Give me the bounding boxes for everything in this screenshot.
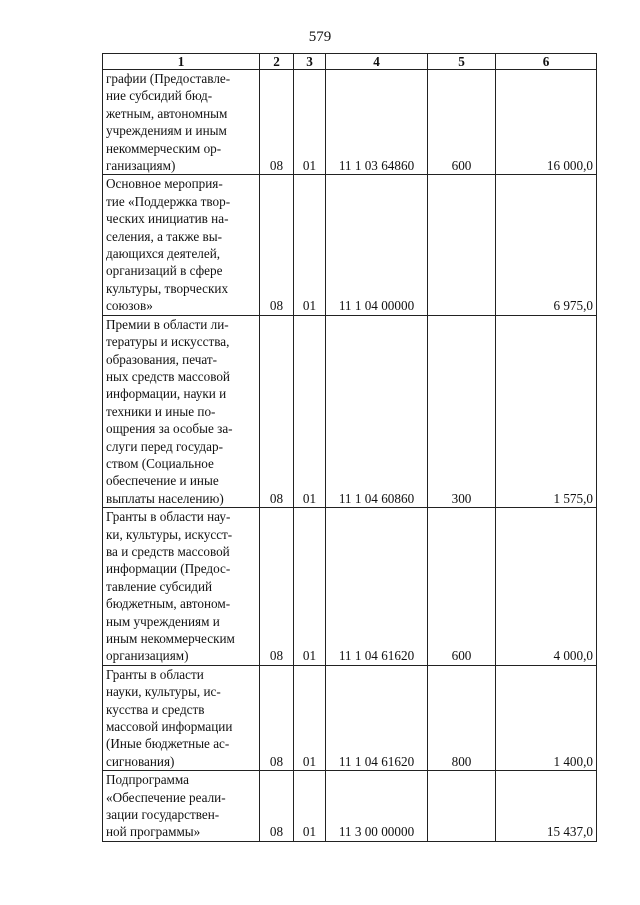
row-amount: 1 575,0 — [496, 315, 597, 507]
row-description: графии (Предоставле- ние субсидий бюд- жетным, автономным учреждениям и иным некоммерческим ор- ганизациям) — [106, 71, 231, 174]
row-subsection: 01 — [294, 508, 326, 666]
row-description: Премии в области ли- тературы и искусства, образования, печат- ных средств массовой информации, науки и техники и иные по- ощрения за особые за- слуги перед государ- ством (Социальное обеспечение и иные выплаты населению) — [106, 316, 233, 506]
row-section: 08 — [260, 315, 294, 507]
row-amount: 6 975,0 — [496, 175, 597, 315]
row-amount: 16 000,0 — [496, 70, 597, 175]
table-header — [103, 54, 597, 70]
row-description-cell — [103, 175, 260, 315]
row-description-cell — [103, 771, 260, 842]
header-col-1: 1 — [103, 54, 260, 70]
table-row — [103, 70, 597, 175]
row-description-cell — [103, 508, 260, 666]
table-body — [103, 70, 597, 842]
header-col-4: 4 — [326, 54, 428, 70]
row-target-code: 11 1 03 64860 — [326, 70, 428, 175]
table-row — [103, 665, 597, 770]
table-row — [103, 175, 597, 315]
header-col-6: 6 — [496, 54, 597, 70]
row-target-code: 11 3 00 00000 — [326, 771, 428, 842]
row-subsection: 01 — [294, 665, 326, 770]
row-description-cell — [103, 70, 260, 175]
row-expense-type: 600 — [428, 508, 496, 666]
header-col-5: 5 — [428, 54, 496, 70]
row-expense-type — [428, 771, 496, 842]
row-description: Гранты в области нау- ки, культуры, искусст- ва и средств массовой информации (Предос- тавление субсидий бюджетным, автоном- ным учреждениям и иным некоммерческим организациям) — [106, 509, 235, 664]
row-expense-type: 800 — [428, 665, 496, 770]
header-col-3: 3 — [294, 54, 326, 70]
row-expense-type: 300 — [428, 315, 496, 507]
table-row — [103, 508, 597, 666]
row-description: Гранты в области науки, культуры, ис- кусства и средств массовой информации (Иные бюджетные ас- сигнования) — [106, 666, 233, 769]
row-section: 08 — [260, 70, 294, 175]
row-expense-type: 600 — [428, 70, 496, 175]
header-col-2: 2 — [260, 54, 294, 70]
row-section: 08 — [260, 665, 294, 770]
row-section: 08 — [260, 771, 294, 842]
table-row — [103, 315, 597, 507]
row-target-code: 11 1 04 60860 — [326, 315, 428, 507]
row-section: 08 — [260, 175, 294, 315]
row-amount: 4 000,0 — [496, 508, 597, 666]
row-target-code: 11 1 04 61620 — [326, 665, 428, 770]
table-row — [103, 771, 597, 842]
row-target-code: 11 1 04 00000 — [326, 175, 428, 315]
row-section: 08 — [260, 508, 294, 666]
budget-table — [102, 53, 597, 842]
row-description: Подпрограмма «Обеспечение реали- зации государствен- ной программы» — [106, 772, 226, 840]
row-subsection: 01 — [294, 315, 326, 507]
row-target-code: 11 1 04 61620 — [326, 508, 428, 666]
row-description-cell — [103, 315, 260, 507]
row-amount: 1 400,0 — [496, 665, 597, 770]
row-subsection: 01 — [294, 771, 326, 842]
row-amount: 15 437,0 — [496, 771, 597, 842]
header-row — [103, 54, 597, 70]
row-description: Основное мероприя- тие «Поддержка твор- ческих инициатив на- селения, а также вы- дающихся деятелей, организаций в сфере культуры, творческих союзов» — [106, 176, 231, 314]
page-number: 579 — [308, 29, 332, 45]
row-subsection: 01 — [294, 175, 326, 315]
row-description-cell — [103, 665, 260, 770]
row-subsection: 01 — [294, 70, 326, 175]
row-expense-type — [428, 175, 496, 315]
